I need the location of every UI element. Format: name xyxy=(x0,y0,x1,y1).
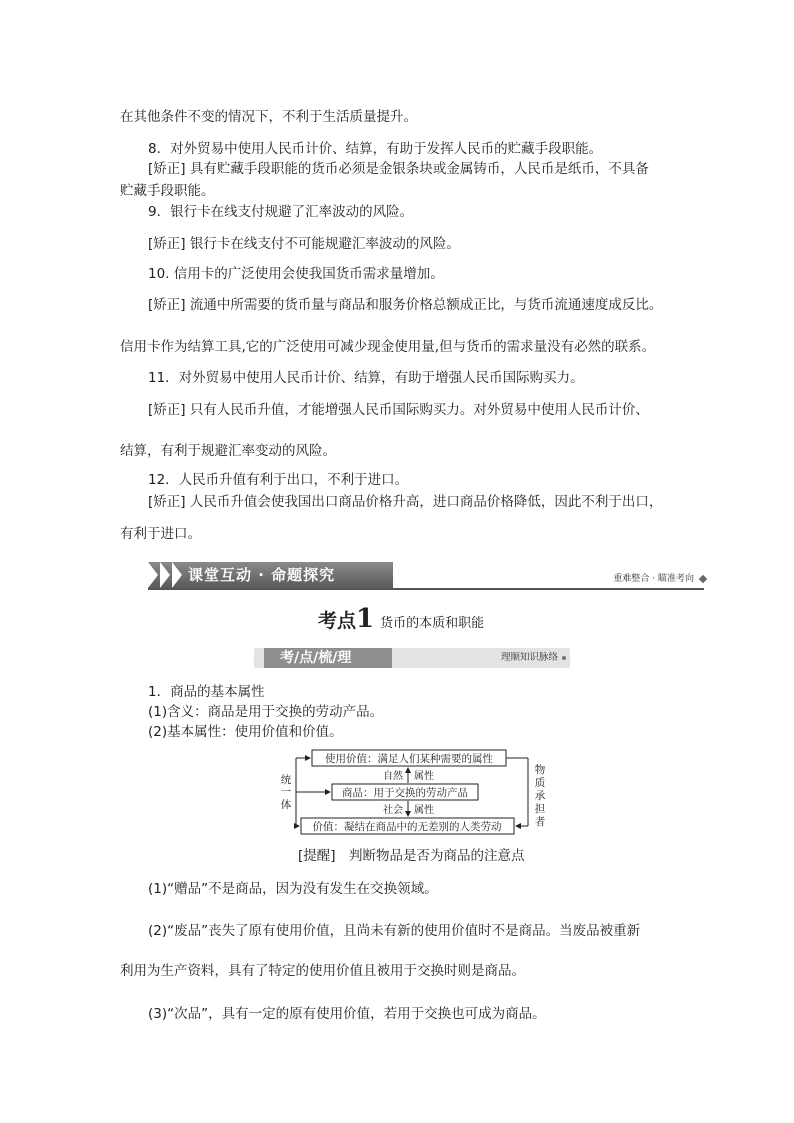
item-8: 8．对外贸易中使用人民币计价、结算，有助于发挥人民币的贮藏手段职能。 xyxy=(148,141,603,157)
subbar-subtitle: 理顺知识脉络 xyxy=(500,652,558,663)
unity-label: 统 xyxy=(280,774,292,786)
society-label: 社会 xyxy=(383,805,403,816)
commodity-text: 商品：用于交换的劳动产品 xyxy=(342,787,468,799)
item-11: 11．对外贸易中使用人民币计价、结算，有助于增强人民币国际购买力。 xyxy=(148,370,584,386)
correction-9: [矫正] 银行卡在线支付不可能规避汇率波动的风险。 xyxy=(148,236,460,252)
correction-11: [矫正] 只有人民币升值，才能增强人民币国际购买力。对外贸易中使用人民币计价、 xyxy=(148,402,649,418)
tip-item-defective: (3)“次品”，具有一定的原有使用价值，若用于交换也可成为商品。 xyxy=(148,1006,546,1022)
tip-title: [提醒] 判断物品是否为商品的注意点 xyxy=(298,848,525,864)
subsection-bar xyxy=(254,648,570,668)
dot-icon xyxy=(562,656,566,660)
text-line: 有利于进口。 xyxy=(120,526,201,542)
kaodian-label: 考点 xyxy=(318,610,357,632)
commodity-attribute-diagram xyxy=(276,745,556,839)
section-definition: (1)含义：商品是用于交换的劳动产品。 xyxy=(148,704,384,720)
chevron-icon xyxy=(172,562,182,588)
chevron-icon xyxy=(160,562,170,588)
attribute-label: 属性 xyxy=(414,805,434,816)
carrier-label: 担 xyxy=(534,803,546,815)
carrier-label: 物 xyxy=(534,764,546,776)
diamond-icon xyxy=(699,575,707,583)
kaodian-title: 货币的本质和职能 xyxy=(380,616,485,631)
correction-8: [矫正] 具有贮藏手段职能的货币必须是金银条块或金属铸币，人民币是纸币，不具备 xyxy=(148,161,649,177)
chevron-icon xyxy=(148,562,158,588)
nature-label: 自然 xyxy=(383,771,403,782)
section-attributes: (2)基本属性：使用价值和价值。 xyxy=(148,724,343,740)
carrier-label: 者 xyxy=(534,816,546,828)
banner-subtitle: 重难整合 · 瞄准考向 xyxy=(613,574,694,584)
attribute-label: 属性 xyxy=(414,771,434,782)
correction-10: [矫正] 流通中所需要的货币量与商品和服务价格总额成正比，与货币流通速度成反比。 xyxy=(148,297,663,313)
text-line: 贮藏手段职能。 xyxy=(120,183,215,199)
carrier-label: 质 xyxy=(534,777,546,789)
text-line: 信用卡作为结算工具,它的广泛使用可减少现金使用量,但与货币的需求量没有必然的联系。 xyxy=(120,339,656,355)
text-line: 在其他条件不变的情况下，不利于生活质量提升。 xyxy=(120,109,417,125)
unity-label: 体 xyxy=(280,799,292,811)
banner-rule xyxy=(148,588,704,590)
subbar-title: 考/点/梳/理 xyxy=(280,650,352,666)
banner-title: 课堂互动 · 命题探究 xyxy=(188,566,336,584)
section-heading: 1．商品的基本属性 xyxy=(148,684,265,700)
tip-item-gift: (1)“赠品”不是商品，因为没有发生在交换领域。 xyxy=(148,881,438,897)
unity-label: 一 xyxy=(280,786,292,798)
carrier-label: 承 xyxy=(534,790,546,802)
kaodian-heading xyxy=(318,604,484,634)
kaodian-number: 1 xyxy=(356,604,375,634)
tip-item-waste: (2)“废品”丧失了原有使用价值，且尚未有新的使用价值时不是商品。当废品被重新 xyxy=(148,923,641,939)
use-value-text: 使用价值：满足人们某种需要的属性 xyxy=(325,753,493,765)
item-9: 9．银行卡在线支付规避了汇率波动的风险。 xyxy=(148,204,414,220)
correction-12: [矫正] 人民币升值会使我国出口商品价格升高，进口商品价格降低，因此不利于出口， xyxy=(148,494,663,510)
section-banner xyxy=(148,562,708,590)
value-text: 价值：凝结在商品中的无差别的人类劳动 xyxy=(312,821,502,833)
text-line: 结算，有利于规避汇率变动的风险。 xyxy=(120,443,336,459)
item-12: 12．人民币升值有利于出口，不利于进口。 xyxy=(148,472,409,488)
item-10: 10. 信用卡的广泛使用会使我国货币需求量增加。 xyxy=(148,266,444,282)
text-line: 利用为生产资料，具有了特定的使用价值且被用于交换时则是商品。 xyxy=(120,963,525,979)
